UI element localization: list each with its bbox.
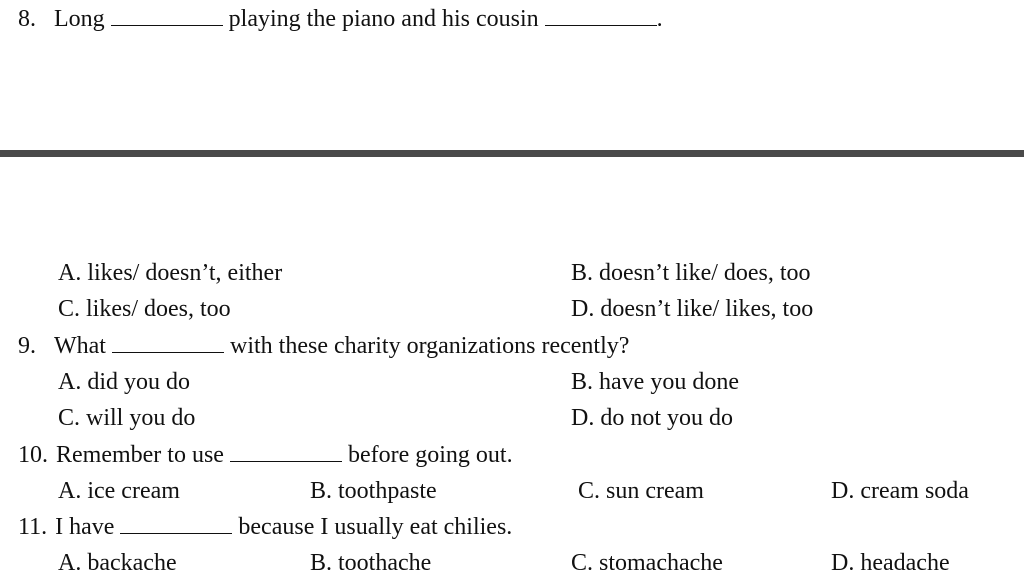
question-8-blank-1[interactable] xyxy=(111,7,223,26)
question-9-option-a[interactable]: A. did you do xyxy=(58,369,190,395)
question-8-option-b[interactable]: B. doesn’t like/ does, too xyxy=(571,260,811,286)
question-11-option-a[interactable]: A. backache xyxy=(58,550,177,576)
question-10-text-start: Remember to use xyxy=(56,442,224,468)
page-divider xyxy=(0,150,1024,157)
question-8-text-start: Long xyxy=(54,6,105,32)
question-11 xyxy=(18,512,512,542)
question-11-option-b[interactable]: B. toothache xyxy=(310,550,432,576)
question-11-option-c[interactable]: C. stomachache xyxy=(571,550,723,576)
question-9-number: 9. xyxy=(18,333,36,359)
question-10-option-d[interactable]: D. cream soda xyxy=(831,478,969,504)
question-10-option-a[interactable]: A. ice cream xyxy=(58,478,180,504)
question-11-text-start: I have xyxy=(55,514,115,540)
question-10-blank[interactable] xyxy=(230,443,342,462)
question-8 xyxy=(18,4,663,34)
question-8-blank-2[interactable] xyxy=(545,7,657,26)
question-10 xyxy=(18,440,513,470)
question-8-text-end: . xyxy=(656,6,663,32)
question-9-text-end: with these charity organizations recently? xyxy=(229,333,630,359)
question-11-blank[interactable] xyxy=(120,515,232,534)
question-9-text-start: What xyxy=(54,333,106,359)
question-11-option-d[interactable]: D. headache xyxy=(831,550,950,576)
question-8-option-a[interactable]: A. likes/ doesn’t, either xyxy=(58,260,283,286)
question-9-option-b[interactable]: B. have you done xyxy=(571,369,739,395)
question-11-number: 11. xyxy=(18,514,48,540)
question-9-option-d[interactable]: D. do not you do xyxy=(571,405,733,431)
question-8-option-c[interactable]: C. likes/ does, too xyxy=(58,296,231,322)
question-10-option-c[interactable]: C. sun cream xyxy=(578,478,704,504)
question-10-option-b[interactable]: B. toothpaste xyxy=(310,478,437,504)
question-9-option-c[interactable]: C. will you do xyxy=(58,405,196,431)
question-8-text-middle: playing the piano and his cousin xyxy=(228,6,539,32)
question-9 xyxy=(18,331,629,361)
question-10-text-end: before going out. xyxy=(347,442,513,468)
question-8-number: 8. xyxy=(18,6,36,32)
question-11-text-end: because I usually eat chilies. xyxy=(238,514,513,540)
question-8-option-d[interactable]: D. doesn’t like/ likes, too xyxy=(571,296,814,322)
question-9-blank[interactable] xyxy=(112,334,224,353)
question-10-number: 10. xyxy=(18,442,48,468)
